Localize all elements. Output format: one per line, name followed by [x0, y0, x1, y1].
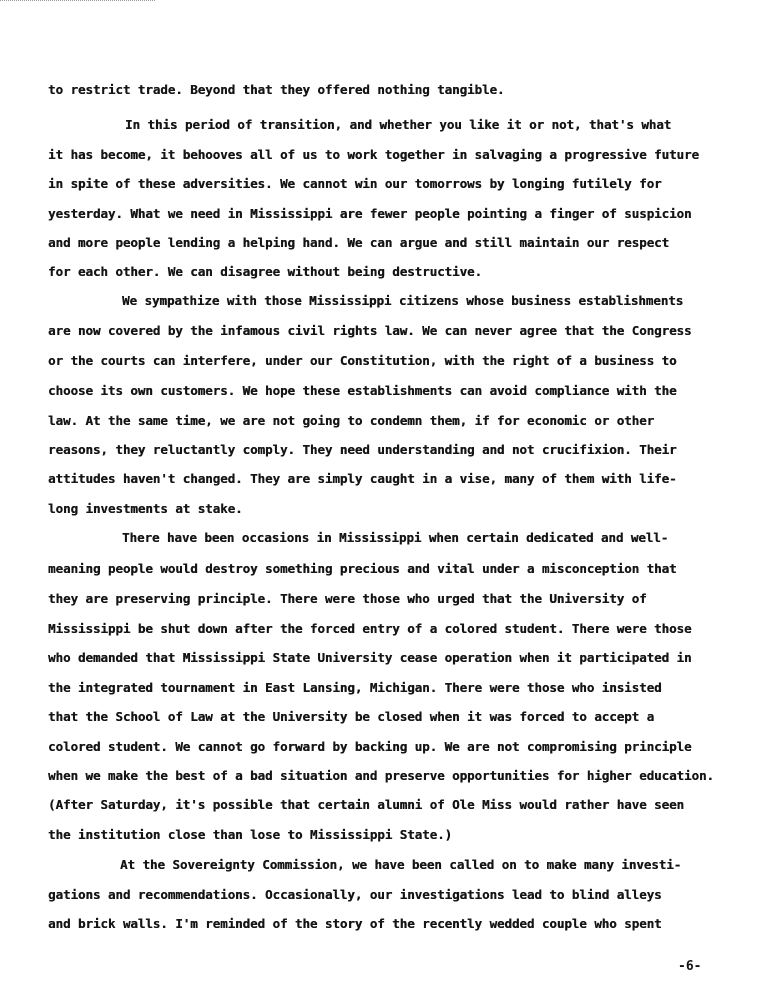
text-line-27: At the Sovereignty Commission, we have been called on to make many investi-: [120, 857, 682, 872]
text-line-3: it has become, it behooves all of us to work together in salvaging a progressive future: [48, 147, 699, 162]
text-line-22: that the School of Law at the University be closed when it was forced to accept a: [48, 709, 655, 724]
text-line-11: choose its own customers. We hope these establishments can avoid compliance with the: [48, 383, 677, 398]
text-line-18: they are preserving principle. There were those who urged that the University of: [48, 591, 647, 606]
text-line-24: when we make the best of a bad situation and preserve opportunities for higher education.: [48, 768, 714, 783]
text-line-14: attitudes haven't changed. They are simply caught in a vise, many of them with life-: [48, 471, 677, 486]
text-line-19: Mississippi be shut down after the forced entry of a colored student. There were those: [48, 621, 692, 636]
text-line-6: and more people lending a helping hand. We can argue and still maintain our respect: [48, 235, 670, 250]
text-line-13: reasons, they reluctantly comply. They need understanding and not crucifixion. Their: [48, 442, 677, 457]
text-line-8: We sympathize with those Mississippi citizens whose business establishments: [122, 293, 684, 308]
text-line-23: colored student. We cannot go forward by backing up. We are not compromising principle: [48, 739, 692, 754]
text-line-10: or the courts can interfere, under our Constitution, with the right of a business to: [48, 353, 677, 368]
text-line-17: meaning people would destroy something precious and vital under a misconception that: [48, 561, 677, 576]
text-line-12: law. At the same time, we are not going to condemn them, if for economic or other: [48, 413, 655, 428]
text-line-29: and brick walls. I'm reminded of the story of the recently wedded couple who spent: [48, 916, 662, 931]
page-number: -6-: [678, 959, 702, 974]
text-line-5: yesterday. What we need in Mississippi are fewer people pointing a finger of suspicion: [48, 206, 692, 221]
text-line-4: in spite of these adversities. We cannot win our tomorrows by longing futilely for: [48, 176, 662, 191]
text-line-16: There have been occasions in Mississippi when certain dedicated and well-: [122, 530, 669, 545]
text-line-1: to restrict trade. Beyond that they offered nothing tangible.: [48, 82, 505, 97]
text-line-7: for each other. We can disagree without being destructive.: [48, 264, 482, 279]
text-line-2: In this period of transition, and whether you like it or not, that's what: [125, 117, 672, 132]
text-line-26: the institution close than lose to Mississippi State.): [48, 827, 453, 842]
text-line-25: (After Saturday, it's possible that certain alumni of Ole Miss would rather have seen: [48, 797, 684, 812]
text-line-28: gations and recommendations. Occasionally, our investigations lead to blind alleys: [48, 887, 662, 902]
text-line-9: are now covered by the infamous civil rights law. We can never agree that the Congress: [48, 323, 692, 338]
scan-edge-dots: [0, 0, 155, 2]
text-line-21: the integrated tournament in East Lansing, Michigan. There were those who insisted: [48, 680, 662, 695]
text-line-15: long investments at stake.: [48, 501, 243, 516]
text-line-20: who demanded that Mississippi State University cease operation when it participated in: [48, 650, 692, 665]
